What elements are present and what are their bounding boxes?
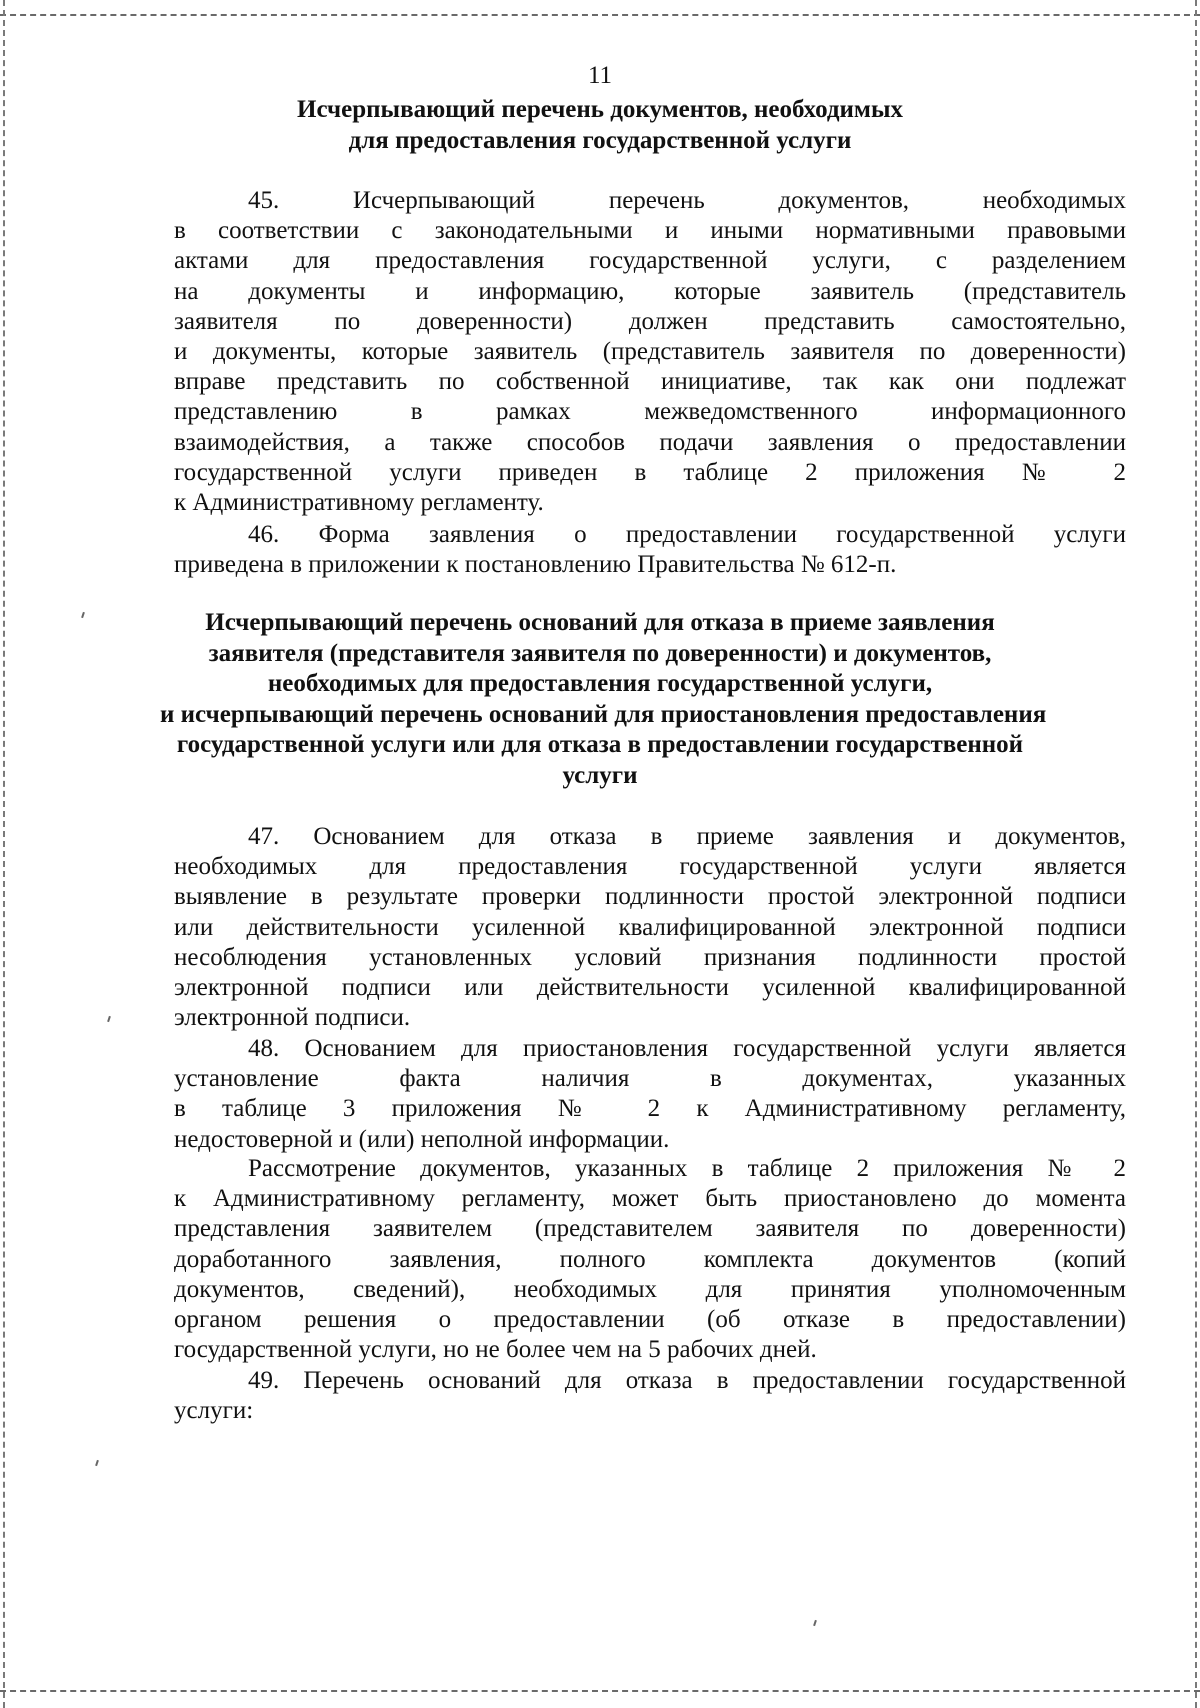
paragraph-line: 45. Исчерпывающий перечень документов, необходимых	[248, 187, 1126, 214]
paragraph-line: в таблице 3 приложения № 2 к Административному регламенту,	[174, 1095, 1126, 1123]
paragraph-line: взаимодействия, а также способов подачи заявления о предоставлении	[174, 428, 1126, 456]
scan-edge-top	[0, 14, 1200, 16]
paragraph-line: или действительности усиленной квалифицированной электронной подписи	[174, 913, 1126, 941]
paragraph-line: актами для предоставления государственной услуги, с разделением	[174, 247, 1126, 275]
scan-speck	[95, 1460, 99, 1466]
paragraph-48-continuation	[174, 1154, 1126, 1365]
paragraph-line: 49. Перечень оснований для отказа в предоставлении государственной	[248, 1367, 1126, 1394]
paragraph-line: заявителя по доверенности) должен представить самостоятельно,	[174, 307, 1126, 335]
paragraph-47	[174, 822, 1126, 1033]
paragraph-line: 48. Основанием для приостановления государственной услуги является	[248, 1035, 1126, 1062]
paragraph-line: органом решения о предоставлении (об отказе в предоставлении)	[174, 1306, 1126, 1334]
paragraph-45	[174, 186, 1126, 518]
heading-line: для предоставления государственной услуги	[348, 126, 852, 154]
paragraph-line: приведена в приложении к постановлению Правительства № 612-п.	[174, 551, 897, 579]
scan-speck	[107, 1016, 111, 1022]
paragraph-line: в соответствии с законодательными и иными нормативными правовыми	[174, 217, 1126, 245]
paragraph-line: Рассмотрение документов, указанных в таблице 2 приложения № 2	[248, 1155, 1126, 1182]
section-heading-refusal-grounds	[160, 608, 1047, 791]
paragraph-line: на документы и информацию, которые заявитель (представитель	[174, 277, 1126, 305]
heading-line: государственной услуги или для отказа в предоставлении государственной	[176, 731, 1024, 758]
scan-speck	[81, 612, 85, 618]
paragraph-line: представления заявителем (представителем заявителя по доверенности)	[174, 1215, 1126, 1243]
scan-edge-bottom	[0, 1690, 1200, 1692]
section-heading-documents	[160, 95, 1040, 156]
paragraph-line: государственной услуги приведен в таблице 2 приложения № 2	[174, 458, 1126, 486]
paragraph-line: представлению в рамках межведомственного информационного	[174, 398, 1126, 426]
paragraph-line: государственной услуги, но не более чем на 5 рабочих дней.	[174, 1336, 817, 1364]
paragraph-line: к Административному регламенту.	[174, 489, 544, 517]
page-number: 11	[587, 62, 613, 89]
paragraph-line: к Административному регламенту, может быть приостановлено до момента	[174, 1185, 1126, 1213]
paragraph-line: установление факта наличия в документах, указанных	[174, 1065, 1126, 1093]
paragraph-line: выявление в результате проверки подлинности простой электронной подписи	[174, 883, 1126, 911]
paragraph-46	[174, 520, 1126, 580]
heading-line: услуги	[562, 761, 638, 789]
heading-line: Исчерпывающий перечень оснований для отказа в приеме заявления	[205, 609, 995, 636]
heading-line: необходимых для предоставления государственной услуги,	[267, 670, 933, 697]
paragraph-49	[174, 1366, 1126, 1426]
paragraph-line: вправе представить по собственной инициативе, так как они подлежат	[174, 368, 1126, 396]
paragraph-line: и документы, которые заявитель (представитель заявителя по доверенности)	[174, 338, 1126, 366]
paragraph-line: документов, сведений), необходимых для принятия уполномоченным	[174, 1275, 1126, 1303]
paragraph-line: электронной подписи.	[174, 1004, 411, 1032]
heading-line: и исчерпывающий перечень оснований для приостановления предоставления	[160, 700, 1047, 728]
paragraph-line: услуги:	[174, 1397, 254, 1425]
paragraph-line: 46. Форма заявления о предоставлении государственной услуги	[248, 521, 1126, 548]
paragraph-48	[174, 1034, 1126, 1155]
scan-speck	[813, 1620, 817, 1626]
heading-line: Исчерпывающий перечень документов, необходимых	[297, 96, 903, 123]
paragraph-line: несоблюдения установленных условий признания подлинности простой	[174, 943, 1126, 971]
paragraph-line: доработанного заявления, полного комплекта документов (копий	[174, 1245, 1126, 1273]
paragraph-line: недостоверной и (или) неполной информации.	[174, 1125, 670, 1153]
paragraph-line: электронной подписи или действительности усиленной квалифицированной	[174, 974, 1126, 1002]
heading-line: заявителя (представителя заявителя по доверенности) и документов,	[208, 639, 992, 667]
scan-edge-right	[1195, 0, 1197, 1708]
paragraph-line: 47. Основанием для отказа в приеме заявления и документов,	[248, 823, 1126, 850]
paragraph-line: необходимых для предоставления государственной услуги является	[174, 853, 1126, 881]
scan-edge-left	[3, 0, 5, 1708]
